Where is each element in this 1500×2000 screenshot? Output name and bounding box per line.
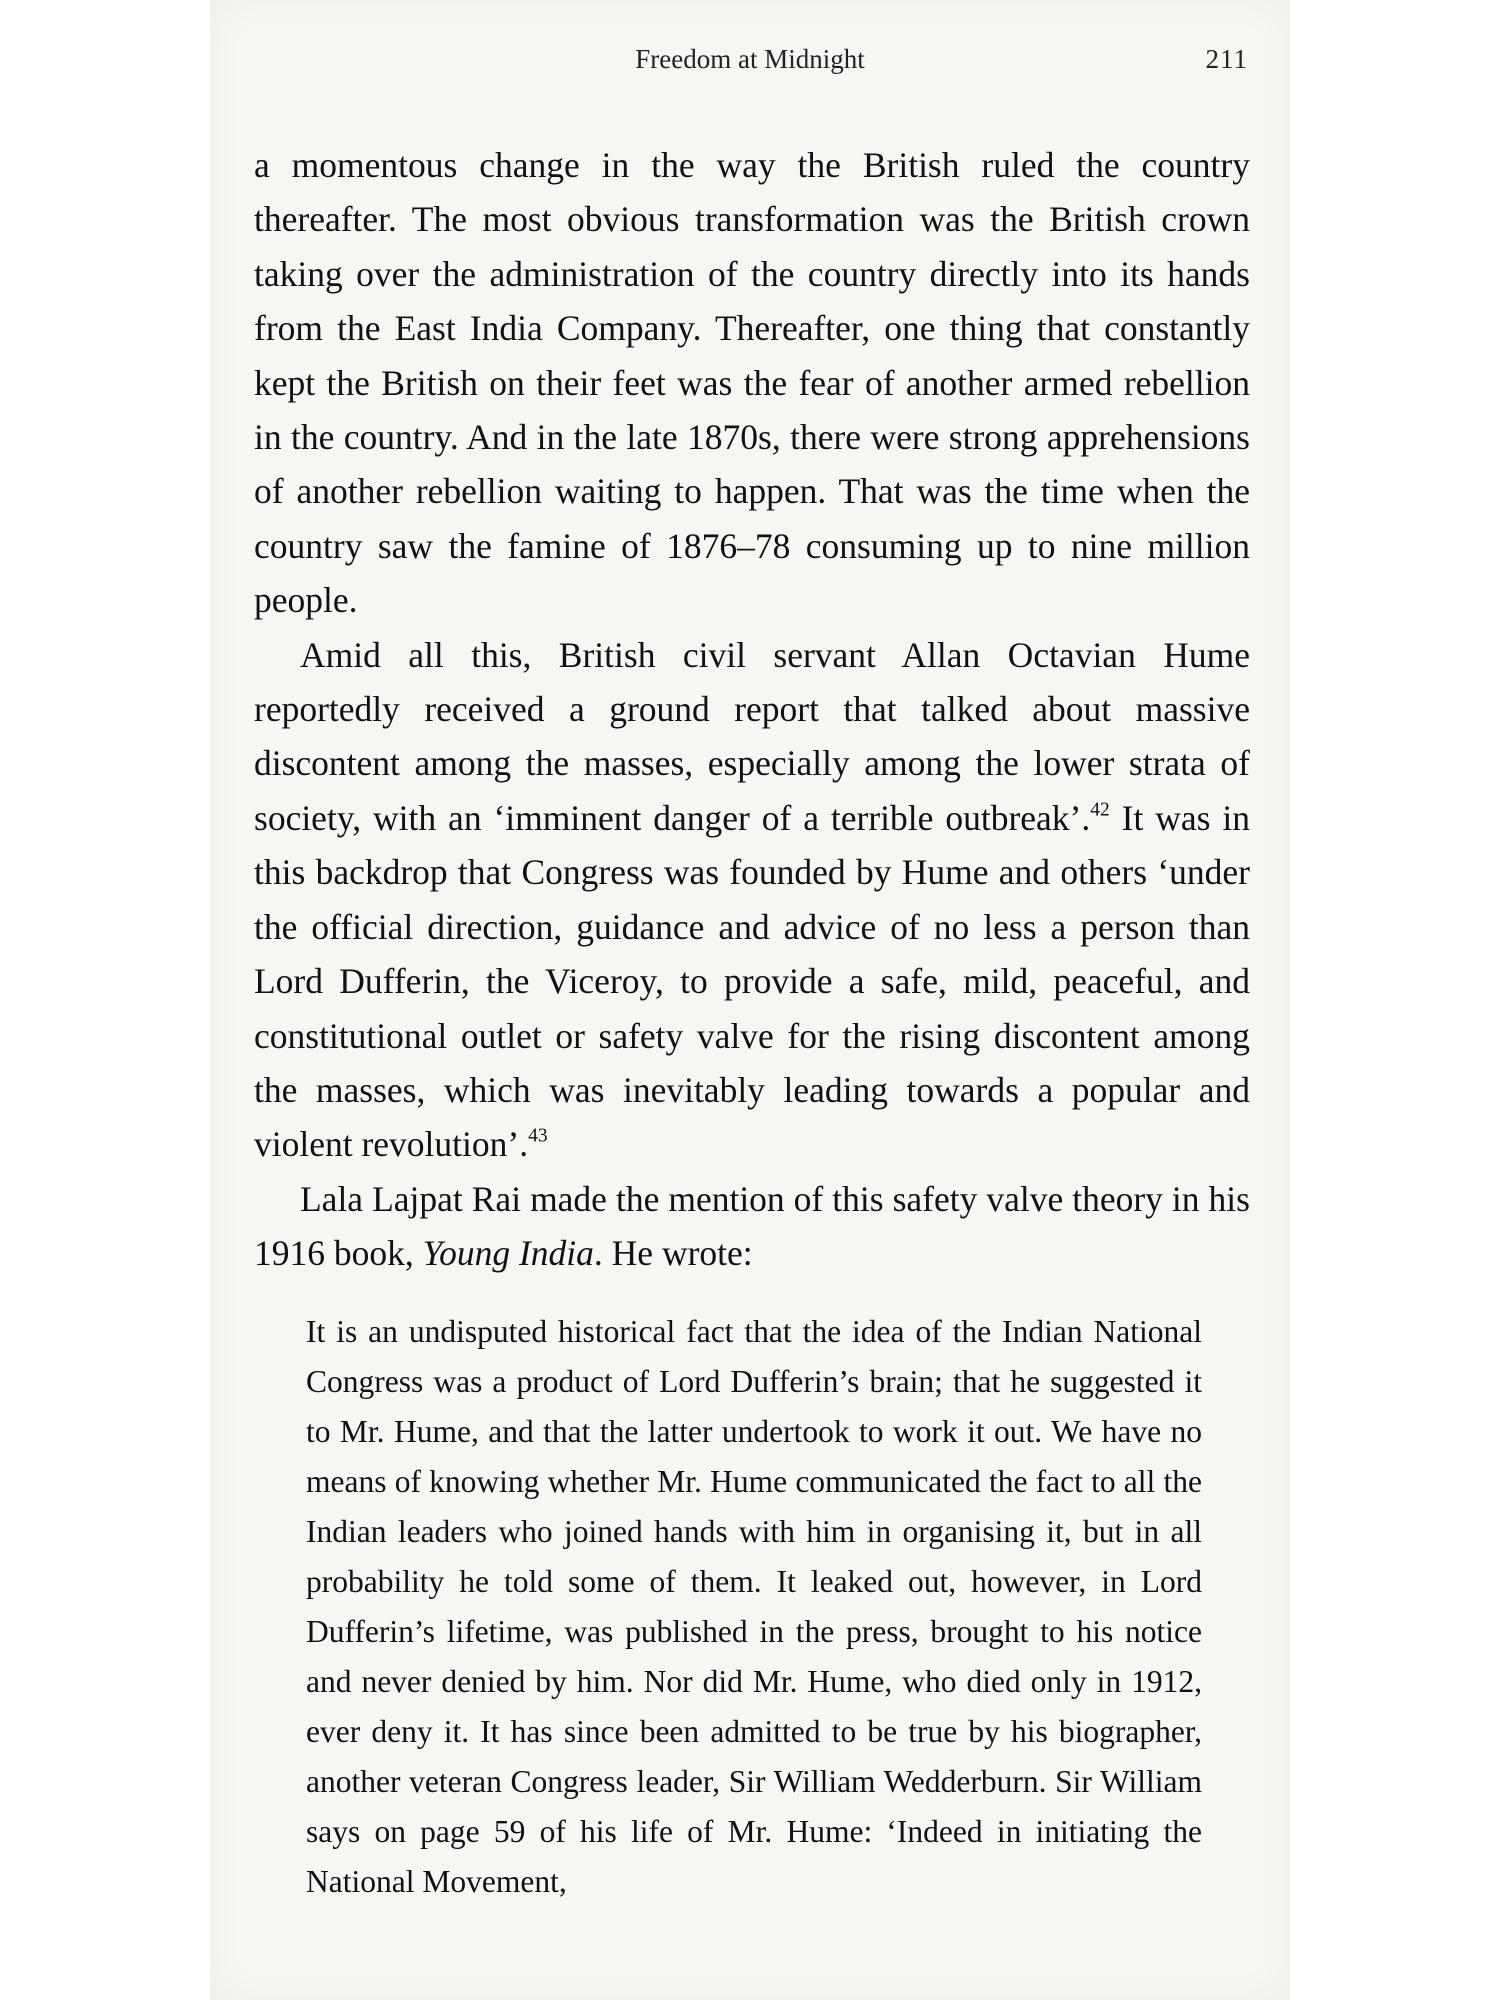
paragraph-hume (254, 628, 1250, 1172)
paragraph-text: Amid all this, British civil servant Allan Octavian Hume reportedly received a ground report that talked about massive discontent among the masses, especially among the lower strata of society, with an ‘imminent danger of a terrible outbreak’. (254, 634, 1250, 838)
footnote-marker: 43 (528, 1125, 548, 1147)
paragraph-text: Lala Lajpat Rai made the mention of this safety valve theory in his 1916 book, (254, 1178, 1250, 1274)
paragraph-text: . He wrote: (593, 1233, 753, 1274)
block-quote (306, 1307, 1202, 1907)
running-header (210, 44, 1290, 84)
quote-text: It is an undisputed historical fact that the idea of the Indian National Congress was a product of Lord Dufferin’s brain; that he suggested it to Mr. Hume, and that the latter undertook to work it out. We have no means of knowing whether Mr. Hume communicated the fact to all the Indian leaders who joined hands with him in organising it, but in all probability he told some of them. It leaked out, however, in Lord Dufferin’s lifetime, was published in the press, brought to his notice and never denied by him. Nor did Mr. Hume, who died only in 1912, ever deny it. It has since been admitted to be true by his biographer, another veteran Congress leader, Sir William Wedderburn. Sir William says on page 59 of his life of Mr. Hume: ‘Indeed in initiating the National Movement, (306, 1314, 1202, 1899)
paragraph-text: It was in this backdrop that Congress was founded by Hume and others ‘under the official direction, guidance and advice of no less a person than Lord Dufferin, the Viceroy, to provide a safe, mild, peaceful, and constitutional outlet or safety valve for the rising discontent among the masses, which was inevitably leading towards a popular and violent revolution’. (254, 797, 1250, 1165)
paragraph-continued (254, 138, 1250, 628)
page-number: 211 (1205, 44, 1248, 74)
book-title-header: Freedom at Midnight (635, 44, 865, 74)
paragraph-lajpat-rai (254, 1172, 1250, 1281)
paragraph-text: a momentous change in the way the British ruled the country thereafter. The most obvious transformation was the British crown taking over the administration of the country directly into its hands from the East India Company. Thereafter, one thing that constantly kept the British on their feet was the fear of another armed rebellion in the country. And in the late 1870s, there were strong apprehensions of another rebellion waiting to happen. That was the time when the country saw the famine of 1876–78 consuming up to nine million people. (254, 145, 1250, 621)
footnote-marker: 42 (1090, 799, 1110, 821)
book-title-italic: Young India (422, 1233, 594, 1274)
book-page (210, 0, 1290, 2000)
main-text (254, 138, 1250, 1281)
